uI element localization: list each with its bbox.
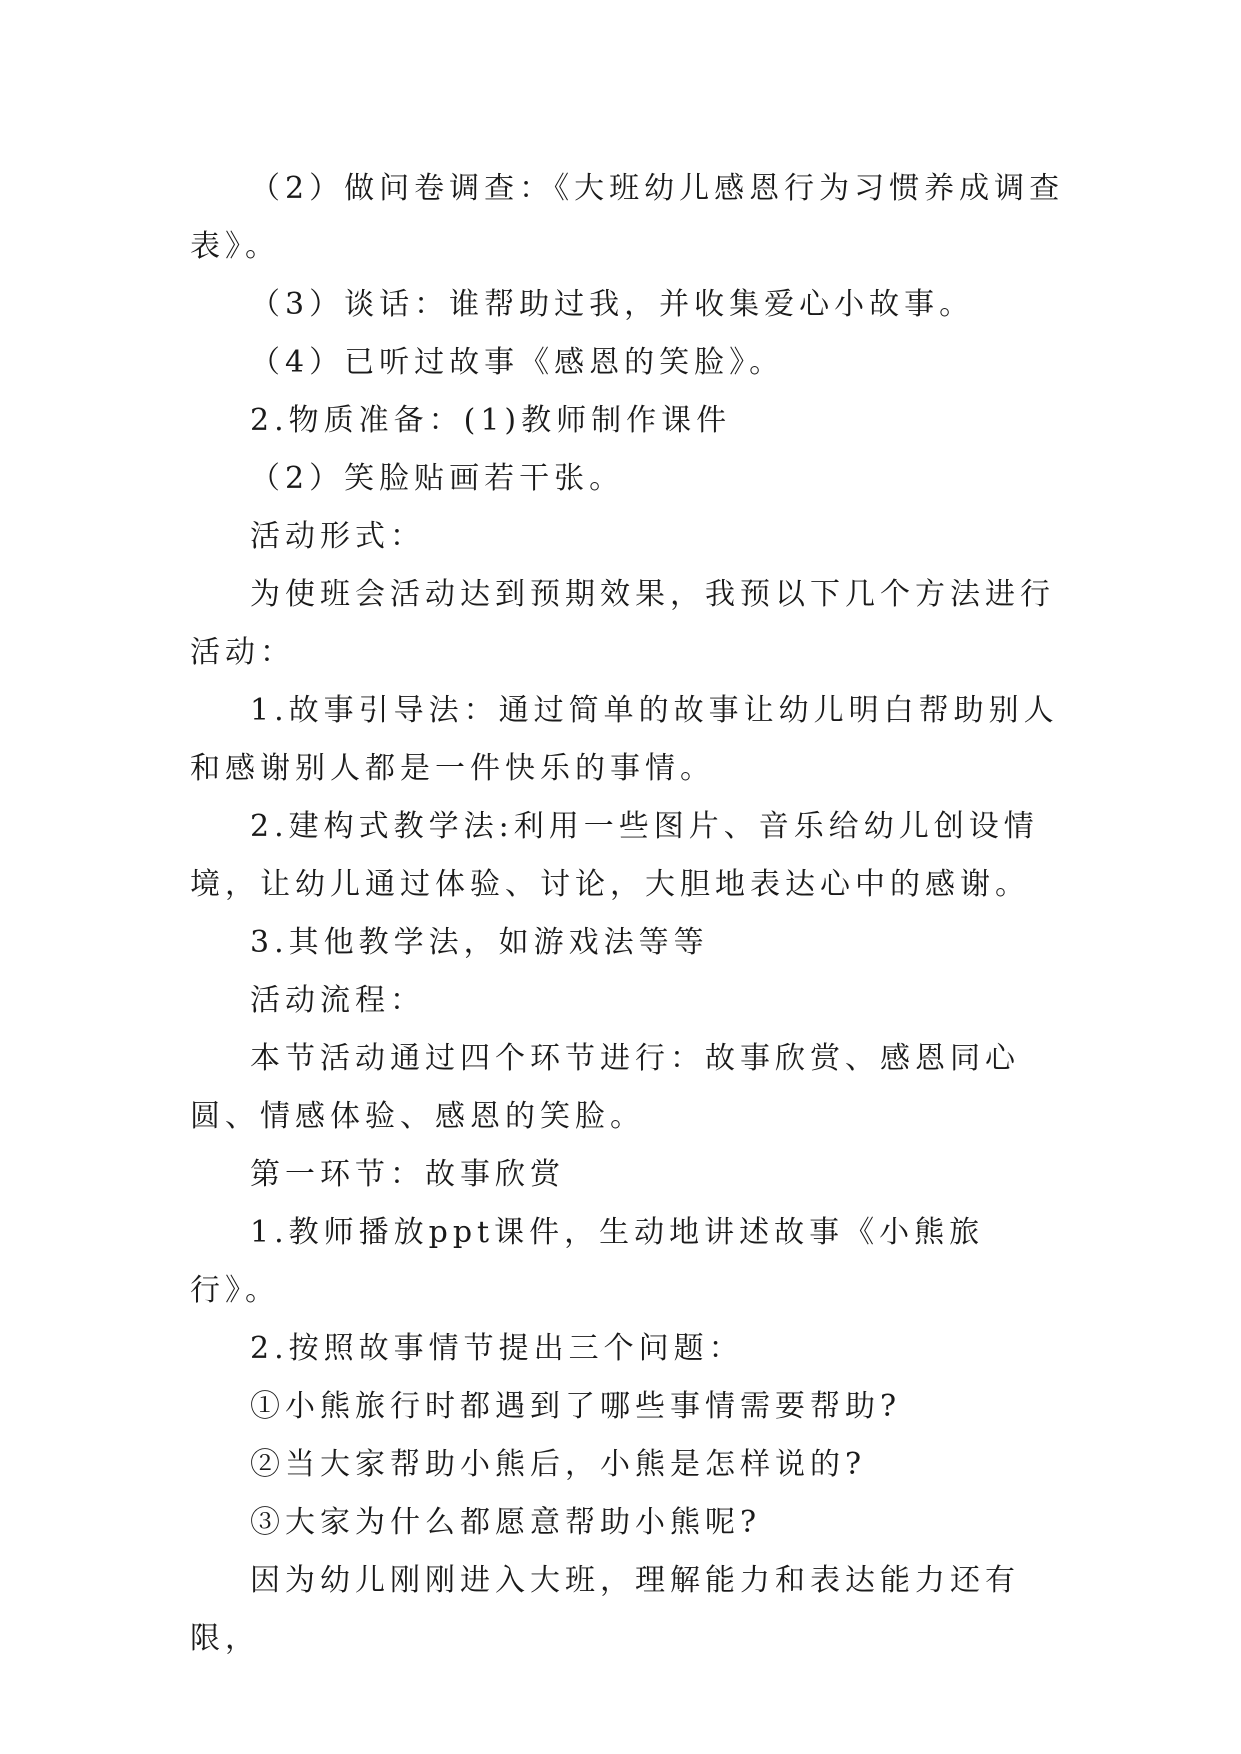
question-item: ②当大家帮助小熊后，小熊是怎样说的? xyxy=(250,1447,867,1482)
paragraph: 为使班会活动达到预期效果，我预以下几个方法进行活动： xyxy=(190,577,1055,670)
section-heading: 活动流程： xyxy=(250,983,425,1018)
question-item: ①小熊旅行时都遇到了哪些事情需要帮助? xyxy=(250,1389,902,1424)
paragraph: 3.其他教学法，如游戏法等等 xyxy=(250,925,709,960)
section-heading: 活动形式： xyxy=(250,519,425,554)
question-item: ③大家为什么都愿意帮助小熊呢? xyxy=(250,1505,762,1540)
document-body xyxy=(190,160,1070,1668)
paragraph: 因为幼儿刚刚进入大班，理解能力和表达能力还有限， xyxy=(190,1563,1020,1656)
paragraph: （3）谈话：谁帮助过我，并收集爱心小故事。 xyxy=(250,287,975,322)
section-heading: 第一环节：故事欣赏 xyxy=(250,1157,565,1192)
paragraph: 2.建构式教学法:利用一些图片、音乐给幼儿创设情境，让幼儿通过体验、讨论，大胆地表达心中的感谢。 xyxy=(190,809,1039,902)
paragraph: （2）笑脸贴画若干张。 xyxy=(250,461,625,496)
paragraph: 本节活动通过四个环节进行：故事欣赏、感恩同心圆、情感体验、感恩的笑脸。 xyxy=(190,1041,1020,1134)
paragraph: （2）做问卷调查：《大班幼儿感恩行为习惯养成调查表》。 xyxy=(190,171,1065,264)
paragraph: 2.物质准备：(1)教师制作课件 xyxy=(250,403,732,438)
paragraph: 2.按照故事情节提出三个问题： xyxy=(250,1331,744,1366)
paragraph: （4）已听过故事《感恩的笑脸》。 xyxy=(250,345,785,380)
paragraph: 1.教师播放ppt课件，生动地讲述故事《小熊旅行》。 xyxy=(190,1215,985,1308)
paragraph: 1.故事引导法：通过简单的故事让幼儿明白帮助别人和感谢别人都是一件快乐的事情。 xyxy=(190,693,1059,786)
